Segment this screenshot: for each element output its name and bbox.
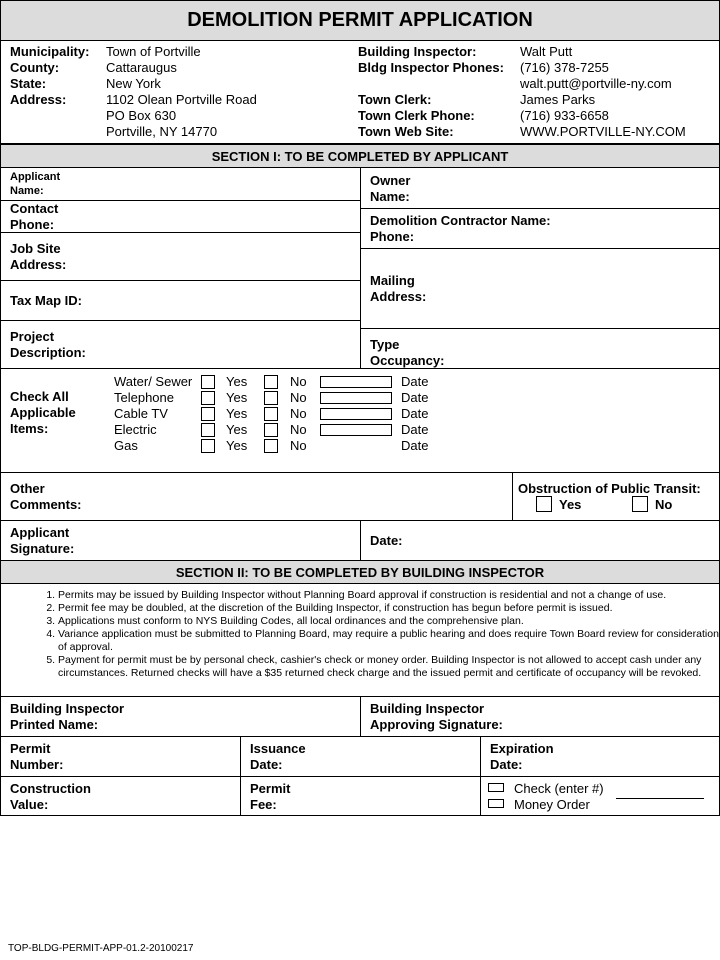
note-item: 5. Payment for permit must be by personal check, cashier's check or money order. Building Inspector is not allowed to accept cash under any circumstances. Returned checks will have a $35 returned check charge and the issued permit and certificate of occupancy will be revoked.	[58, 654, 720, 680]
date-box[interactable]	[320, 424, 392, 436]
address-line3: Portville, NY 14770	[106, 124, 218, 139]
obstruction-yes-checkbox[interactable]	[536, 496, 552, 512]
address-line1: 1102 Olean Portville Road	[106, 92, 257, 107]
date-box[interactable]	[320, 408, 392, 420]
utility-name: Gas	[114, 438, 138, 453]
utility-name: Telephone	[114, 390, 174, 405]
no-checkbox[interactable]	[264, 439, 278, 453]
yes-label: Yes	[226, 390, 248, 405]
no-checkbox[interactable]	[264, 407, 278, 421]
note-item: 4. Variance application must be submitted to Planning Board, may require a public hearing and does require Town Board review for consideration of approval.	[58, 628, 720, 654]
expiration-date-label: Expiration Date:	[490, 741, 554, 772]
clerk-phone: (716) 933-6658	[520, 108, 609, 123]
inspector-value: Walt Putt	[520, 44, 573, 59]
clerk-value: James Parks	[520, 92, 596, 107]
job-site-label: Job Site Address:	[10, 241, 67, 272]
date-box[interactable]	[320, 376, 392, 388]
date-box[interactable]	[320, 392, 392, 404]
no-label: No	[290, 422, 307, 437]
no-label: No	[290, 406, 307, 421]
section1-header: SECTION I: TO BE COMPLETED BY APPLICANT	[0, 144, 720, 168]
no-checkbox[interactable]	[264, 423, 278, 437]
construction-value-label: Construction Value:	[10, 781, 91, 812]
tax-map-label: Tax Map ID:	[10, 293, 82, 308]
notes-list	[36, 589, 720, 680]
form-id-footer: TOP-BLDG-PERMIT-APP-01.2-20100217	[8, 943, 194, 954]
date-label: Date	[401, 406, 429, 421]
date-label: Date	[401, 422, 429, 437]
no-checkbox[interactable]	[264, 375, 278, 389]
check-items-label: Check All Applicable Items:	[10, 389, 76, 436]
utility-name: Water/ Sewer	[114, 374, 193, 389]
state-label: State:	[10, 76, 47, 91]
permit-fee-label: Permit Fee:	[250, 781, 291, 812]
yes-checkbox[interactable]	[201, 375, 215, 389]
yes-checkbox[interactable]	[201, 439, 215, 453]
clerk-phone-label: Town Clerk Phone:	[358, 108, 475, 123]
inspector-phone: (716) 378-7255	[520, 60, 609, 75]
county-label: County:	[10, 60, 60, 75]
clerk-label: Town Clerk:	[358, 92, 432, 107]
yes-checkbox[interactable]	[201, 423, 215, 437]
municipality-value: Town of Portville	[106, 44, 201, 59]
contact-phone-label: Contact Phone:	[10, 201, 59, 232]
yes-checkbox[interactable]	[201, 407, 215, 421]
inspector-phones-label: Bldg Inspector Phones:	[358, 60, 504, 75]
note-item: 1. Permits may be issued by Building Inspector without Planning Board approval if construction is residential and not a change of use.	[58, 589, 720, 602]
inspector-signature-label: Building Inspector Approving Signature:	[370, 701, 503, 732]
mailing-address-label: Mailing Address:	[370, 273, 427, 304]
county-value: Cattaraugus	[106, 60, 177, 75]
date-label: Date	[401, 374, 429, 389]
inspector-printed-name-label: Building Inspector Printed Name:	[10, 701, 125, 732]
obstruction-label: Obstruction of Public Transit:	[518, 481, 701, 496]
check-number-line[interactable]	[616, 798, 704, 799]
note-item: 3. Applications must conform to NYS Building Codes, all local ordinances and the comprehensive plan.	[58, 615, 720, 628]
contractor-name-label: Demolition Contractor Name:	[370, 213, 551, 228]
obstruction-yes-label: Yes	[559, 497, 582, 512]
no-label: No	[290, 390, 307, 405]
no-label: No	[290, 438, 307, 453]
yes-label: Yes	[226, 374, 248, 389]
web-value[interactable]: WWW.PORTVILLE-NY.COM	[520, 124, 686, 139]
yes-checkbox[interactable]	[201, 391, 215, 405]
address-label: Address:	[10, 92, 67, 107]
applicant-signature-label: Applicant Signature:	[10, 525, 75, 556]
inspector-email[interactable]: walt.putt@portville-ny.com	[520, 76, 672, 91]
utility-name: Electric	[114, 422, 157, 437]
date-field[interactable]	[360, 520, 720, 561]
address-line2: PO Box 630	[106, 108, 177, 123]
project-desc-label: Project Description:	[10, 329, 86, 360]
obstruction-no-label: No	[655, 497, 673, 512]
occupancy-label: Type Occupancy:	[370, 337, 445, 368]
contractor-phone-label: Phone:	[370, 229, 415, 244]
date-label: Date:	[370, 533, 403, 548]
check-payment-checkbox[interactable]	[488, 783, 504, 792]
permit-number-label: Permit Number:	[10, 741, 64, 772]
other-comments-label: Other Comments:	[10, 481, 82, 512]
section2-header: SECTION II: TO BE COMPLETED BY BUILDING INSPECTOR	[0, 560, 720, 584]
issuance-date-label: Issuance Date:	[250, 741, 306, 772]
form-title: DEMOLITION PERMIT APPLICATION	[0, 0, 720, 41]
note-item: 2. Permit fee may be doubled, at the discretion of the Building Inspector, if construction has begun before permit is issued.	[58, 602, 720, 615]
yes-label: Yes	[226, 422, 248, 437]
date-label: Date	[401, 390, 429, 405]
check-payment-label: Check (enter #)	[514, 781, 604, 796]
applicant-name-label: Applicant Name:	[10, 171, 61, 197]
date-label: Date	[401, 438, 429, 453]
web-label: Town Web Site:	[358, 124, 454, 139]
owner-name-label: Owner Name:	[370, 173, 411, 204]
yes-label: Yes	[226, 438, 248, 453]
money-order-label: Money Order	[514, 797, 590, 812]
municipality-label: Municipality:	[10, 44, 90, 59]
obstruction-no-checkbox[interactable]	[632, 496, 648, 512]
state-value: New York	[106, 76, 161, 91]
no-checkbox[interactable]	[264, 391, 278, 405]
money-order-checkbox[interactable]	[488, 799, 504, 808]
inspector-label: Building Inspector:	[358, 44, 477, 59]
utility-name: Cable TV	[114, 406, 168, 421]
no-label: No	[290, 374, 307, 389]
yes-label: Yes	[226, 406, 248, 421]
